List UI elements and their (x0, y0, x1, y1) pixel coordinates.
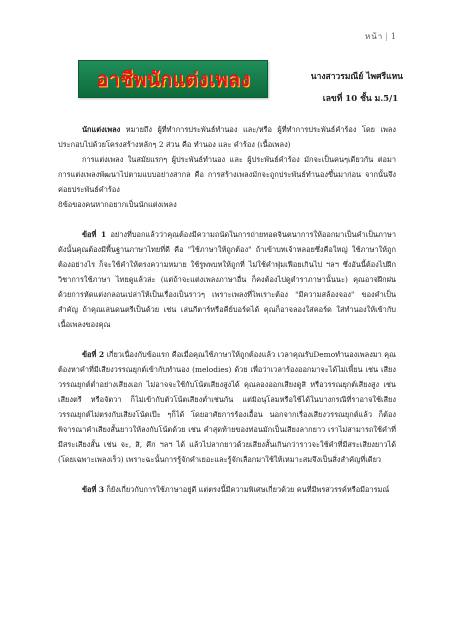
section-heading: 8ข้อของคนหากอยากเป็นนักแต่งเพลง (58, 200, 177, 209)
item-2-text: เกี่ยวเนื่องกับข้อแรก คือเมื่อคุณใช้ภาษาให้ถูกต้องแล้ว เวลาคุณรับDemoทำนองเพลงมา คุณต้องหาคำที่มีเสียงวรรณยุกต์เข้ากับทำนอง (melodies) ด้วย เพื่อว่าเวลาร้องออกมาจะได้ไม่เพี้ยน เช่น เสียงวรรณยุกต์ต่ำอย่างเสียงเอก ไม่อาจจะใช้กับโน้ตเสียงสูงได้ คุณลองออกเสียงดูสิ หรือวรรณยุกต์เสียงสูง เช่น เสียงตรี หรือจัตวา ก็ไม่เข้ากับตัวโน้ตเสียงต่ำเช่นกัน แต่มิอนุโลมหรือใช้ได้ในบางกรณีที่ราอาจใช้เสียงวรรณยุกต์ไม่ตรงกับเสียงโน้ตเป๊ะ ๆก็ได้ โดยอาศัยการร้องเอื้อน นอกจากเรื่องเสียงวรรณยุกต์แล้ว ก็ต้องพิจารณาคำเสียงสั้นยาวให้ลงกับโน้ตด้วย เช่น คำสุดท้ายของท่อนมักเป็นเสียงลากยาว เราไม่สามารถใช้คำที่มีสระเสียงสั้น เช่น จะ, สิ, คึก ฯลฯ ได้ แล้วไปลากยาวด้วยเสียงสั้นเกินกว่าราวจะใช้คำที่มีสระเสียงยาวได้ (โดยเฉพาะเพลงเร็ว) เพราะฉะนั้นการรู้จักคำเยอะและรู้จักเลือกมาใช้ให้เหมาะสมจึงเป็นสิ่งสำคัญที่เดียว (58, 350, 396, 464)
item-3-label: ข้อที่ 3 (82, 485, 105, 494)
page-number-value: 1 (390, 32, 397, 41)
intro-paragraph (58, 122, 396, 152)
item-2-paragraph (58, 347, 396, 467)
item-3-text: ก็ยังเกี่ยวกับการใช้ภาษาอยู่ดี แต่ตรงนี้มีความพิเศษเกี่ยวด้วย คนที่มีพรสวรรค์หรือมีอารมณ์ (104, 485, 390, 494)
item-1-text: อย่างที่บอกแล้วว่าคุณต้องมีความถนัดในการถ่ายทอดจินตนาการให้ออกมาเป็นคำเป็นภาษา ดังนั้นคุณต้องมีพื้นฐานภาษาไทยที่ดี คือ "ใช้ภาษาให้ถูกต้อง" ถ้าเข้าบทเจ้าหลอยซึ่งคือใหญ่ ใช้ภาษาให้ถูกต้องอย่างไร ก็จะใช้คำให้ตรงความหมาย ใช้รูพพบทให้ถูกที่ ไม่ใช้คำฟุ่มเฟือยเกินไป ฯลฯ ซึ่งอันนี้ต้องไปฝึกวิชาการใช้ภาษา ไทยดูแล้วล่ะ (แต่ถ้าจะแต่งเพลงภาษาอื่น ก็คงต้องไปดูตำราภาษานั้นนะ) คุณอาจฝึกฝนด้วยการหัดแต่งกลอนเปล่าให้เป็นเรื่องเป็นราวๆ เพราะเพลงที่ไพเราะต้อง "มีความสล้องจอง" ของคำเป็นสำคัญ ถ้าคุณเล่นดนตรีเป็นด้วย เช่น เล่นกีตาร์หรือคีย์บอร์ดได้ คุณก็อาจลองใส่คอร์ด ใส่ทำนองให้เข้ากับเนื้อเพลงของคุณ (58, 230, 396, 329)
author-name: นางสาวรมณีย์ ไพศรีแหน (310, 72, 403, 82)
item-3-paragraph (58, 482, 396, 497)
item-1-label: ข้อที่ 1 (82, 230, 107, 239)
history-paragraph: การแต่งเพลง ในสมัยแรกๆ ผู้ประพันธ์ทำนอง และ ผู้ประพันธ์คำร้อง มักจะเป็นคนๆเดียวกัน ต่อมาการแต่งเพลงพัฒนาไปตามแบบอย่างสากล คือ การสร้างเพลงมักจะถูกประพันธ์ทำนองขึ้นมาก่อน จากนั้นจึงค่อยประพันธ์คำร้อง (58, 155, 396, 194)
intro-text: หมายถึง ผู้ที่ทำการประพันธ์ทำนอง และ/หรือ ผู้ที่ทำการประพันธ์คำร้อง โดย เพลง ประกอบไปด้วยโครงสร้างหลักๆ 2 ส่วน คือ ทำนอง และ คำร้อง (เนื้อเพลง) (58, 125, 396, 149)
author-block (311, 66, 403, 110)
title-banner (78, 60, 268, 98)
page-number-label: หน้า (364, 32, 384, 41)
page-number-separator: | (385, 32, 389, 41)
item-2-label: ข้อที่ 2 (82, 350, 105, 359)
page-title: อาชีพนักแต่งเพลง (96, 67, 250, 91)
document-body (58, 122, 396, 497)
author-class: เลขที่ 10 ชั้น ม.5/1 (322, 94, 399, 104)
intro-term: นักแต่งเพลง (82, 125, 121, 134)
page-number (365, 30, 397, 43)
item-1-paragraph (58, 227, 396, 332)
